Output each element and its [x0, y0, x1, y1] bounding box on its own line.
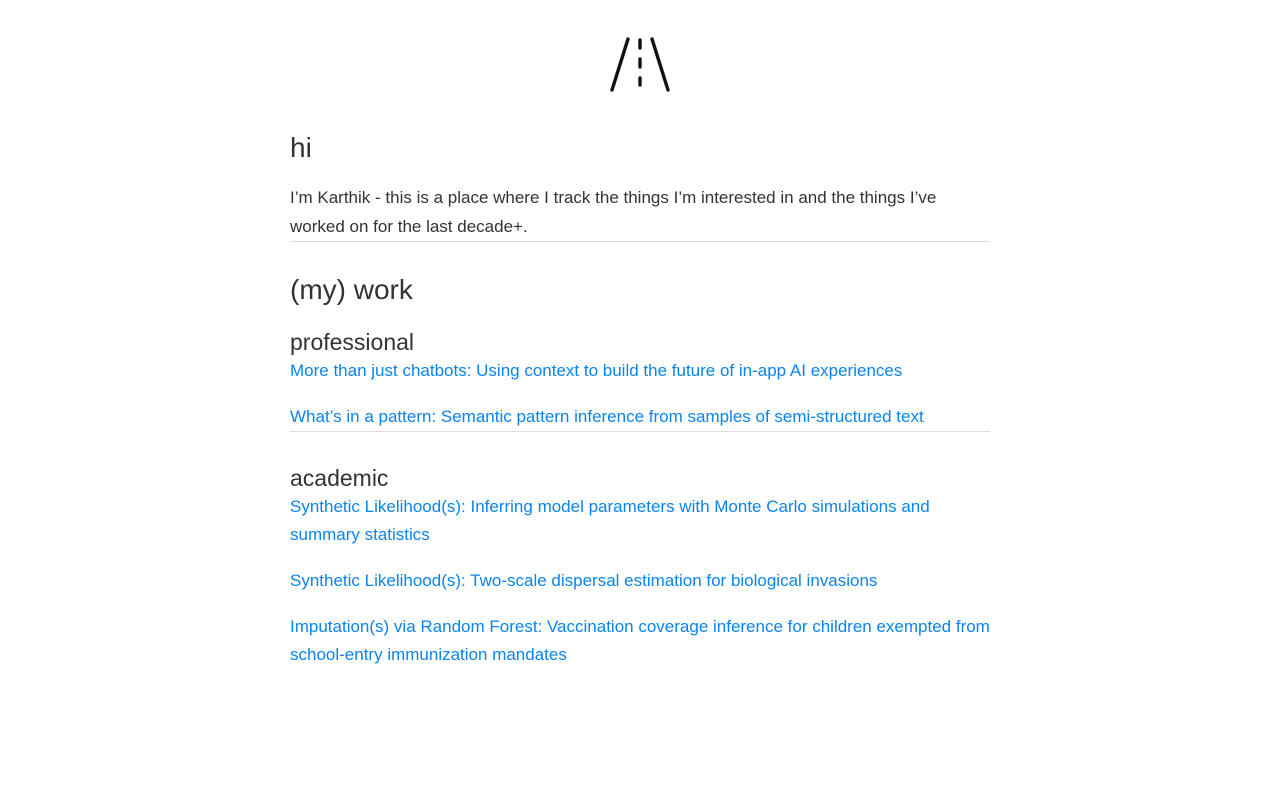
academic-link-synthetic-likelihood-dispersal[interactable]: Synthetic Likelihood(s): Two-scale dispersal estimation for biological invasions — [290, 571, 878, 590]
professional-link-pattern[interactable]: What’s in a pattern: Semantic pattern inference from samples of semi-structured text — [290, 407, 924, 426]
academic-heading: academic — [290, 465, 389, 491]
divider — [290, 241, 990, 242]
academic-link-synthetic-likelihood-monte-carlo[interactable]: Synthetic Likelihood(s): Inferring model parameters with Monte Carlo simulations and summary statistics — [290, 497, 930, 544]
list-item — [290, 403, 990, 431]
greeting-heading: hi — [290, 132, 312, 163]
list-item — [290, 493, 990, 549]
list-item — [290, 567, 990, 595]
professional-list — [290, 357, 990, 431]
divider — [290, 431, 990, 432]
work-heading: (my) work — [290, 274, 413, 305]
logo-container — [0, 33, 1280, 95]
road-icon[interactable] — [609, 33, 671, 95]
intro-paragraph: I’m Karthik - this is a place where I track the things I’m interested in and the things I’ve worked on for the last decade+. — [290, 188, 937, 236]
list-item — [290, 613, 990, 669]
list-item — [290, 357, 990, 385]
main-content — [290, 130, 990, 669]
academic-list — [290, 493, 990, 669]
professional-link-chatbots[interactable]: More than just chatbots: Using context to build the future of in-app AI experiences — [290, 361, 903, 380]
professional-heading: professional — [290, 329, 415, 355]
academic-link-imputation-random-forest[interactable]: Imputation(s) via Random Forest: Vaccination coverage inference for children exempted from school-entry immunization mandates — [290, 617, 990, 664]
